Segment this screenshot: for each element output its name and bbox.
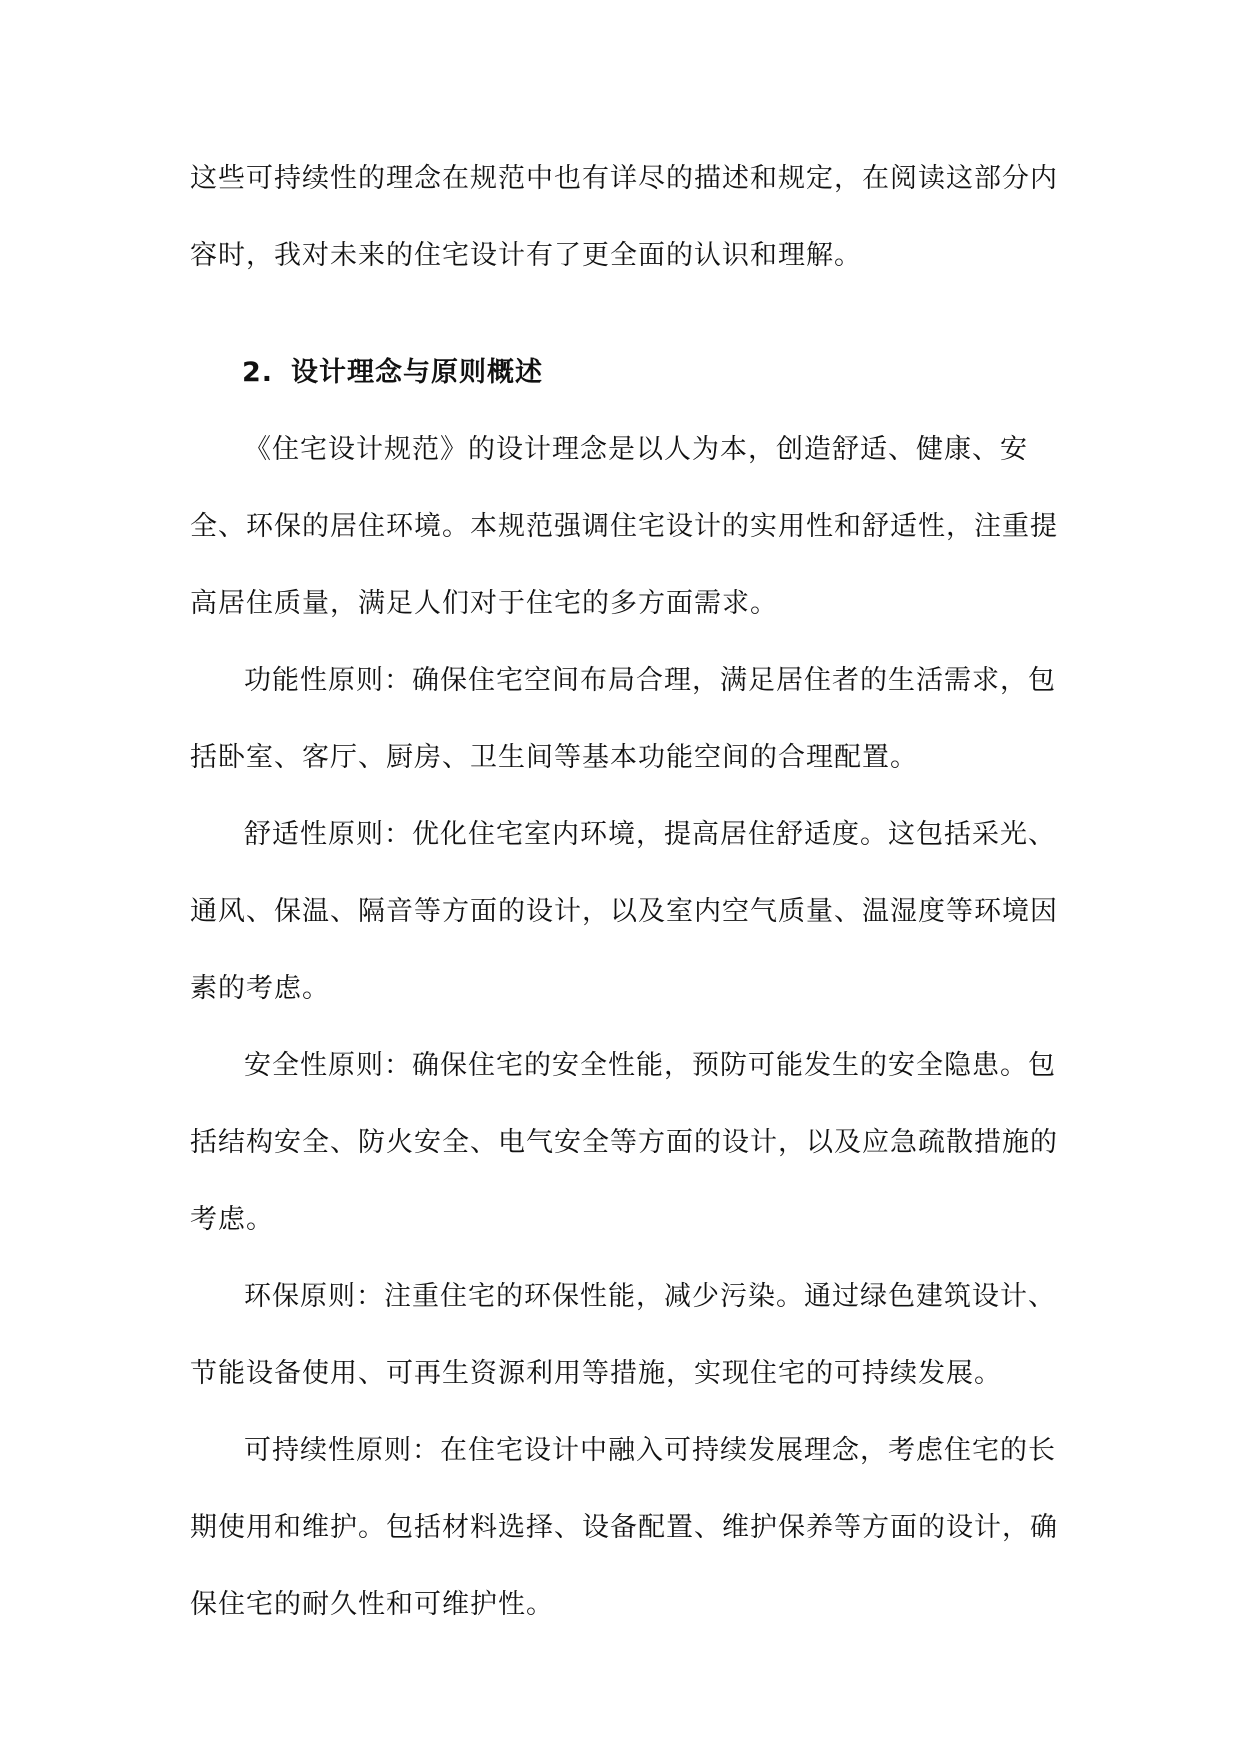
paragraph-safety-principle: 安全性原则：确保住宅的安全性能，预防可能发生的安全隐患。包括结构安全、防火安全、电气安全等方面的设计，以及应急疏散措施的考虑。 [190,1050,1058,1235]
paragraph-sustainability-principle: 可持续性原则：在住宅设计中融入可持续发展理念，考虑住宅的长期使用和维护。包括材料选择、设备配置、维护保养等方面的设计，确保住宅的耐久性和可维护性。 [190,1435,1058,1620]
section-number: 2. [242,357,274,388]
intro-paragraph: 这些可持续性的理念在规范中也有详尽的描述和规定，在阅读这部分内容时，我对未来的住宅设计有了更全面的认识和理解。 [190,163,1058,271]
section-title: 设计理念与原则概述 [291,357,544,388]
paragraph-functionality-principle: 功能性原则：确保住宅空间布局合理，满足居住者的生活需求，包括卧室、客厅、厨房、卫生间等基本功能空间的合理配置。 [190,665,1056,773]
paragraph-comfort-principle: 舒适性原则：优化住宅室内环境，提高居住舒适度。这包括采光、通风、保温、隔音等方面的设计，以及室内空气质量、温湿度等环境因素的考虑。 [190,819,1058,1004]
paragraph-environmental-principle: 环保原则：注重住宅的环保性能，减少污染。通过绿色建筑设计、节能设备使用、可再生资源利用等措施，实现住宅的可持续发展。 [190,1281,1056,1389]
paragraph-design-concept: 《住宅设计规范》的设计理念是以人为本，创造舒适、健康、安全、环保的居住环境。本规范强调住宅设计的实用性和舒适性，注重提高居住质量，满足人们对于住宅的多方面需求。 [190,434,1058,619]
section-heading [190,334,1060,411]
document-body [190,140,1060,1643]
